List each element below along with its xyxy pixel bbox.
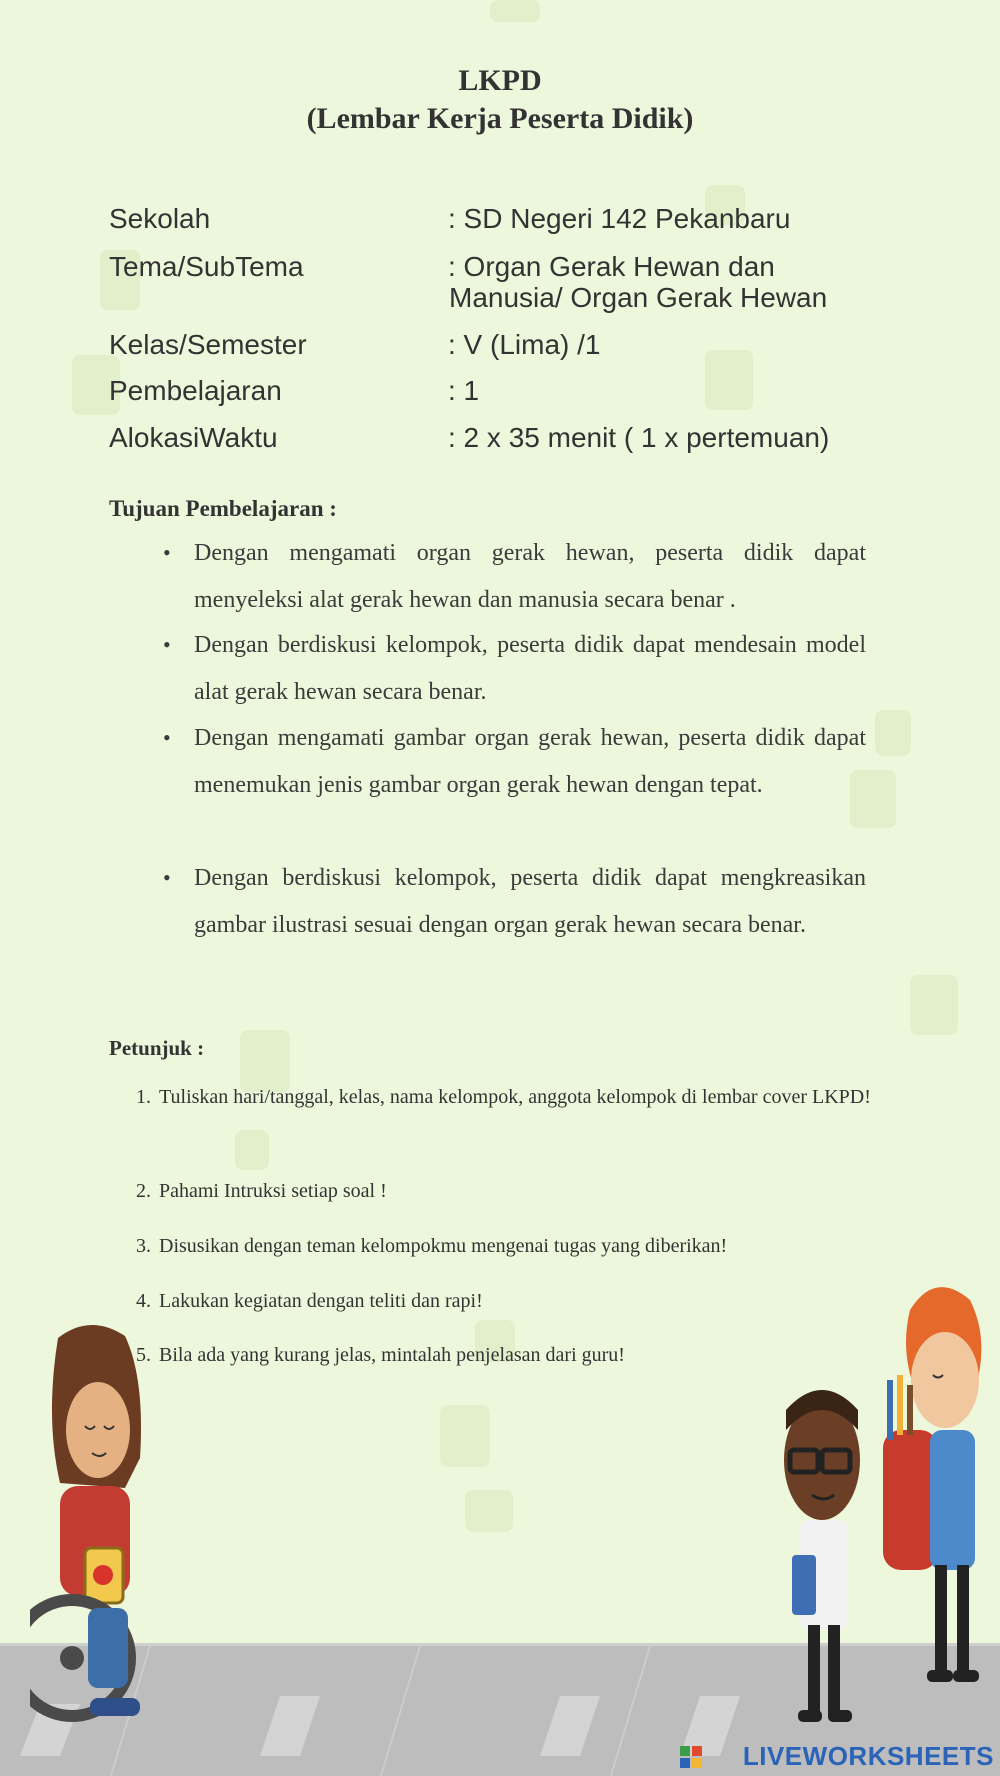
bullet-icon: • [163, 540, 171, 565]
info-value [448, 251, 888, 313]
info-label: Sekolah [109, 203, 211, 234]
instruction-number: 5. [136, 1344, 151, 1366]
background-decoration [490, 0, 540, 22]
info-value: : 1 [448, 375, 480, 406]
goal-item [160, 530, 866, 623]
brand-wordmark: LIVEWORKSHEETS [742, 1741, 994, 1771]
instruction-text: Disusikan dengan teman kelompokmu mengenai tugas yang diberikan! [159, 1235, 728, 1257]
goal-item [160, 715, 866, 808]
goal-text: Dengan berdiskusi kelompok, peserta didik dapat mengkreasikan gambar ilustrasi sesuai dengan organ gerak hewan secara benar. [194, 865, 866, 938]
bullet-icon: • [163, 725, 171, 750]
instruction-number: 1. [136, 1086, 151, 1108]
goal-text: Dengan mengamati organ gerak hewan, peserta didik dapat menyeleksi alat gerak hewan dan manusia secara benar . [194, 540, 866, 613]
instruction-number: 2. [136, 1180, 151, 1202]
goal-text: Dengan berdiskusi kelompok, peserta didik dapat mendesain model alat gerak hewan secara benar. [194, 632, 866, 705]
boy-redhair-illustration [875, 1280, 1000, 1720]
info-row-class [109, 329, 909, 361]
instruction-item [136, 1335, 896, 1375]
info-value: : 2 x 35 menit ( 1 x pertemuan) [448, 422, 830, 453]
page-subtitle: (Lembar Kerja Peserta Didik) [306, 102, 694, 135]
goal-text: Dengan mengamati gambar organ gerak hewan, peserta didik dapat menemukan jenis gambar organ gerak hewan dengan tepat. [194, 725, 866, 798]
instruction-item [136, 1077, 896, 1117]
instruction-item [136, 1281, 896, 1321]
instruction-text: Tuliskan hari/tanggal, kelas, nama kelompok, anggota kelompok di lembar cover LKPD! [159, 1086, 871, 1108]
instruction-text: Lakukan kegiatan dengan teliti dan rapi! [159, 1290, 483, 1312]
background-decoration [440, 1405, 490, 1467]
info-label: AlokasiWaktu [109, 422, 278, 453]
instructions-heading: Petunjuk : [109, 1036, 205, 1060]
background-decoration [875, 710, 911, 756]
goals-heading: Tujuan Pembelajaran : [109, 496, 337, 521]
instruction-text: Bila ada yang kurang jelas, mintalah penjelasan dari guru! [159, 1344, 625, 1366]
info-row-time [109, 422, 909, 454]
boy-glasses-illustration [770, 1370, 880, 1750]
info-row-theme [109, 251, 909, 315]
info-value-line: Manusia/ Organ Gerak Hewan [449, 282, 828, 313]
info-label: Kelas/Semester [109, 329, 307, 360]
instruction-text: Pahami Intruksi setiap soal ! [159, 1180, 387, 1202]
bullet-icon: • [163, 865, 171, 890]
liveworksheets-logo-icon [680, 1746, 702, 1768]
info-value: : V (Lima) /1 [448, 329, 601, 360]
goal-item [160, 855, 866, 948]
bullet-icon: • [163, 632, 171, 657]
info-value-line: : Organ Gerak Hewan dan [448, 251, 775, 282]
info-row-school [109, 203, 909, 235]
instruction-number: 4. [136, 1290, 151, 1312]
instruction-item [136, 1226, 896, 1266]
background-decoration [235, 1130, 269, 1170]
instruction-item [136, 1171, 896, 1211]
page-title: LKPD [458, 64, 542, 97]
background-decoration [910, 975, 958, 1035]
instruction-number: 3. [136, 1235, 151, 1257]
info-row-lesson [109, 375, 909, 407]
girl-wheelchair-illustration [30, 1318, 155, 1738]
goal-item [160, 622, 866, 715]
info-label: Pembelajaran [109, 375, 282, 406]
background-decoration [465, 1490, 513, 1532]
info-value: : SD Negeri 142 Pekanbaru [448, 203, 791, 234]
info-label: Tema/SubTema [109, 251, 304, 282]
